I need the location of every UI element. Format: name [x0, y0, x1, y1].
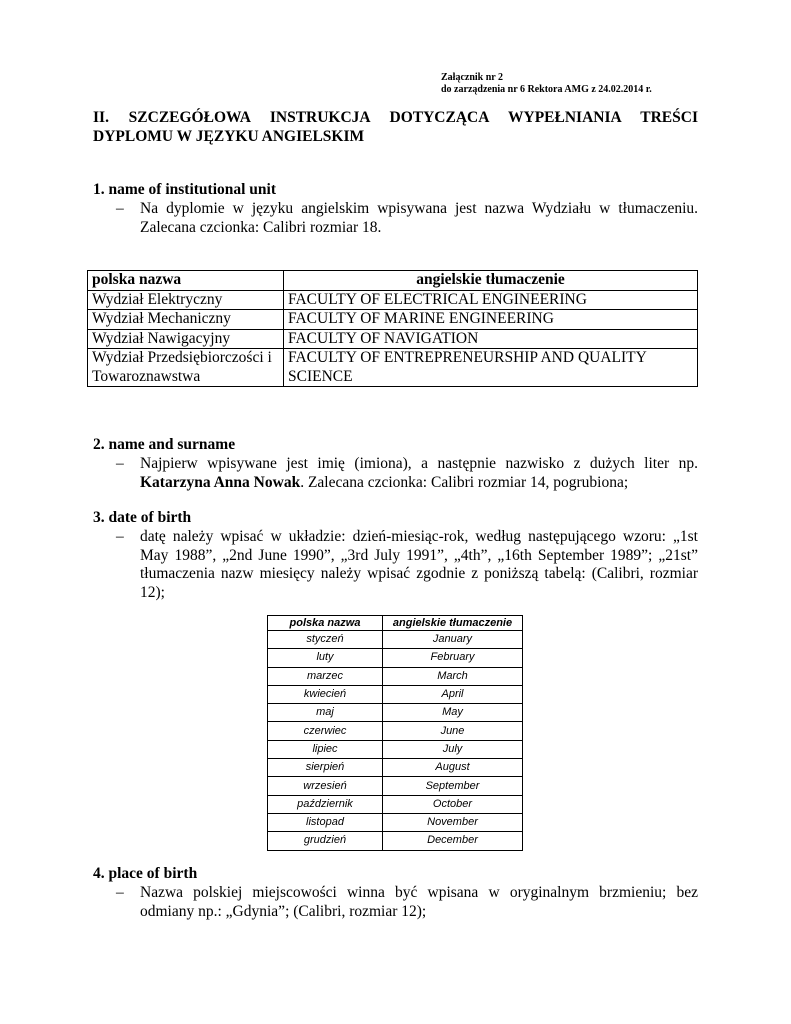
cell-polish: marzec [268, 667, 383, 685]
table-row [88, 290, 698, 310]
cell-english: FACULTY OF MARINE ENGINEERING [284, 310, 698, 330]
cell-polish: czerwiec [268, 722, 383, 740]
table-row [88, 329, 698, 349]
column-header-english: angielskie tłumaczenie [383, 616, 523, 631]
table-row [88, 349, 698, 387]
section-3-bullet-text: datę należy wpisać w układzie: dzień-miesiąc-rok, według następującego wzoru: „1st May 1988”, „2nd June 1990”, „3rd July 1991”, „4th”, „16th September 1989”; „21st” tłumaczenia nazw miesięcy należy wpisać zgodnie z poniższą tabelą: (Calibri, rozmiar 12); [140, 528, 698, 601]
table-row [268, 667, 523, 685]
section-3-bullet [116, 528, 698, 602]
cell-english: September [383, 777, 523, 795]
table-row [268, 740, 523, 758]
cell-polish: październik [268, 795, 383, 813]
section-4-bullet [116, 884, 698, 921]
cell-english: June [383, 722, 523, 740]
section-2-text-after: . Zalecana czcionka: Calibri rozmiar 14, pogrubiona; [300, 473, 629, 491]
bullet-dash: – [116, 455, 124, 472]
faculty-names-table [87, 270, 698, 387]
cell-polish: maj [268, 704, 383, 722]
document-title: II. SZCZEGÓŁOWA INSTRUKCJA DOTYCZĄCA WYPEŁNIANIA TREŚCI DYPLOMU W JĘZYKU ANGIELSKIM [93, 109, 698, 145]
cell-english: August [383, 759, 523, 777]
cell-polish: styczeń [268, 631, 383, 649]
section-3-heading: 3. date of birth [93, 509, 192, 526]
cell-english: November [383, 813, 523, 831]
section-2-bullet [116, 455, 698, 492]
table-row [268, 777, 523, 795]
cell-polish: sierpień [268, 759, 383, 777]
bullet-dash: – [116, 200, 124, 217]
table-row [268, 722, 523, 740]
table-row [268, 795, 523, 813]
table-header-row [88, 271, 698, 291]
cell-english: January [383, 631, 523, 649]
month-names-table [267, 615, 523, 851]
cell-english: February [383, 649, 523, 667]
cell-polish: wrzesień [268, 777, 383, 795]
section-4-heading: 4. place of birth [93, 865, 198, 882]
cell-polish: luty [268, 649, 383, 667]
table-row [268, 631, 523, 649]
section-1-heading: 1. name of institutional unit [93, 181, 277, 198]
cell-polish: Wydział Elektryczny [88, 290, 284, 310]
section-2-bullet-text [140, 455, 698, 492]
table-row [88, 310, 698, 330]
cell-polish: lipiec [268, 740, 383, 758]
cell-polish: kwiecień [268, 685, 383, 703]
annex-line-2: do zarządzenia nr 6 Rektora AMG z 24.02.2014 r. [441, 84, 652, 95]
bullet-dash: – [116, 528, 124, 545]
table-row [268, 832, 523, 850]
cell-english: May [383, 704, 523, 722]
cell-polish: grudzień [268, 832, 383, 850]
section-1-bullet-text: Na dyplomie w języku angielskim wpisywana jest nazwa Wydziału w tłumaczeniu. Zalecana czcionka: Calibri rozmiar 18. [140, 200, 698, 236]
cell-english: FACULTY OF ENTREPRENEURSHIP AND QUALITY SCIENCE [284, 349, 698, 387]
cell-english: July [383, 740, 523, 758]
cell-english: March [383, 667, 523, 685]
table-row [268, 813, 523, 831]
bullet-dash: – [116, 884, 124, 901]
cell-english: FACULTY OF NAVIGATION [284, 329, 698, 349]
table-header-row [268, 616, 523, 631]
table-row [268, 685, 523, 703]
example-name: Katarzyna Anna Nowak [140, 473, 301, 491]
table-row [268, 704, 523, 722]
section-4-bullet-text: Nazwa polskiej miejscowości winna być wpisana w oryginalnym brzmieniu; bez odmiany np.: „Gdynia”; (Calibri, rozmiar 12); [140, 884, 698, 920]
annex-line-1: Załącznik nr 2 [441, 72, 504, 83]
cell-english: December [383, 832, 523, 850]
column-header-polish: polska nazwa [268, 616, 383, 631]
cell-english: FACULTY OF ELECTRICAL ENGINEERING [284, 290, 698, 310]
column-header-english: angielskie tłumaczenie [284, 271, 698, 291]
cell-english: April [383, 685, 523, 703]
section-2-text-before: Najpierw wpisywane jest imię (imiona), a następnie nazwisko z dużych liter np. [140, 455, 698, 472]
cell-polish: listopad [268, 813, 383, 831]
section-2-heading: 2. name and surname [93, 436, 236, 453]
section-1-bullet [116, 200, 698, 237]
column-header-polish: polska nazwa [88, 271, 284, 291]
cell-english: October [383, 795, 523, 813]
cell-polish: Wydział Mechaniczny [88, 310, 284, 330]
cell-polish: Wydział Nawigacyjny [88, 329, 284, 349]
annex-note [441, 72, 652, 96]
table-row [268, 649, 523, 667]
cell-polish: Wydział Przedsiębiorczości i Towaroznawstwa [88, 349, 284, 387]
table-row [268, 759, 523, 777]
